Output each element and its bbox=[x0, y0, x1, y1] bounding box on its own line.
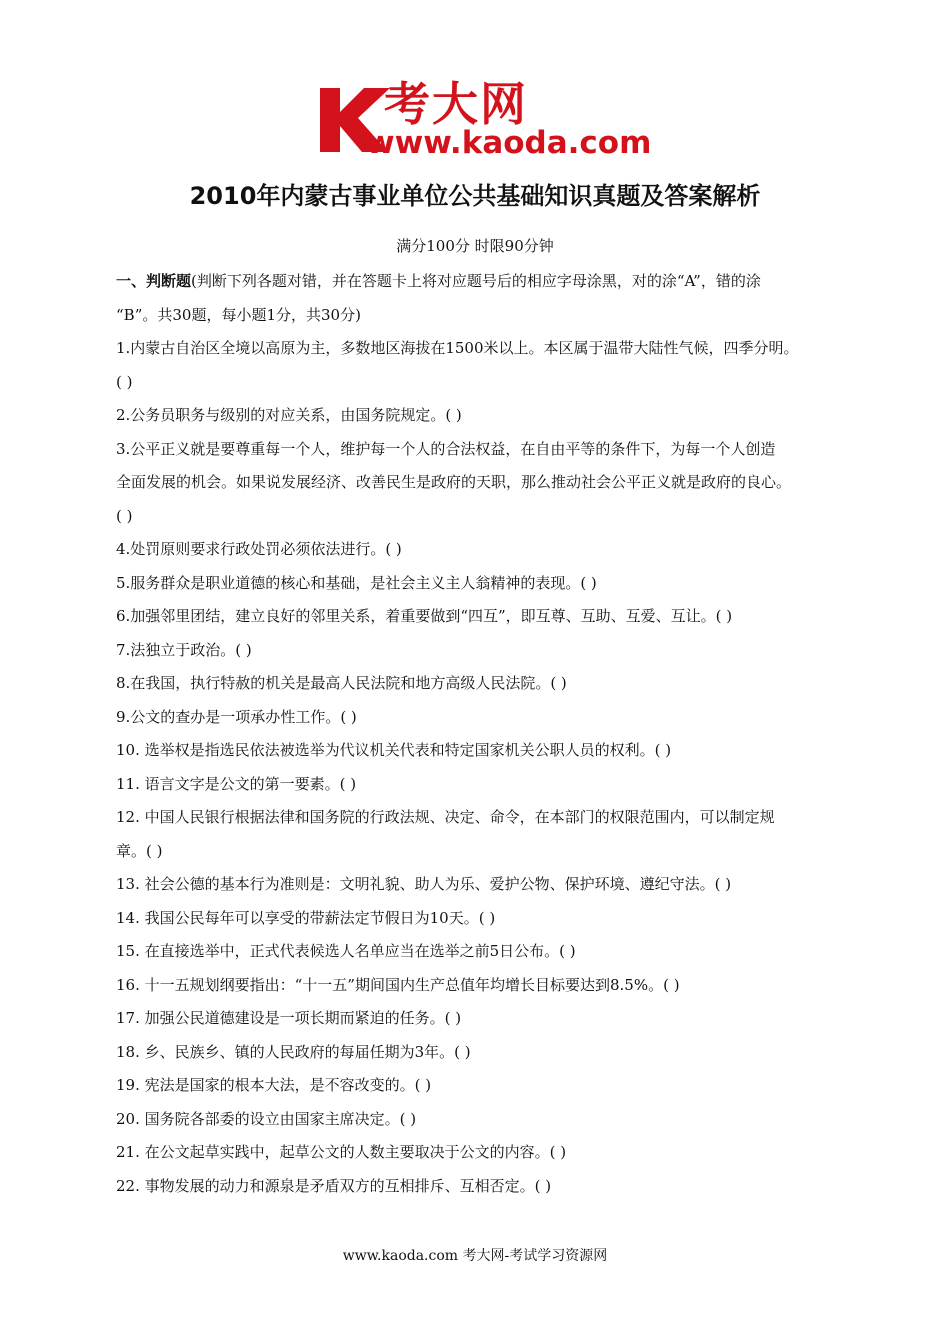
document-subtitle: 满分100分 时限90分钟 bbox=[396, 237, 554, 255]
section-instruction: (判断下列各题对错，并在答题卡上将对应题号后的相应字母涂黑，对的涂“A”，错的涂 bbox=[191, 272, 761, 290]
question-line: 17. 加强公民道德建设是一项长期而紧迫的任务。( ) bbox=[116, 1009, 462, 1027]
question-line: 9.公文的查办是一项承办性工作。( ) bbox=[116, 707, 357, 726]
logo-url-text: www.kaoda.com bbox=[366, 125, 652, 161]
question-line: ( ) bbox=[116, 372, 133, 391]
question-line: 4.处罚原则要求行政处罚必须依法进行。( ) bbox=[116, 540, 402, 558]
question-line: 14. 我国公民每年可以享受的带薪法定节假日为10天。( ) bbox=[116, 908, 496, 927]
question-line: 18. 乡、民族乡、镇的人民政府的每届任期为3年。( ) bbox=[116, 1042, 471, 1061]
question-line: 1.内蒙古自治区全境以高原为主，多数地区海拔在1500米以上。本区属于温带大陆性气候，四季分明。 bbox=[116, 339, 799, 357]
section-instruction-line-1 bbox=[116, 265, 850, 299]
section-instruction-line-2: “B”。共30题，每小题1分，共30分) bbox=[116, 305, 361, 324]
question-line: 13. 社会公德的基本行为准则是：文明礼貌、助人为乐、爱护公物、保护环境、遵纪守法。( ) bbox=[116, 875, 732, 893]
question-line: 章。( ) bbox=[116, 841, 163, 860]
question-list bbox=[116, 332, 850, 1203]
question-line: 22. 事物发展的动力和源泉是矛盾双方的互相排斥、互相否定。( ) bbox=[116, 1176, 552, 1195]
question-line: 7.法独立于政治。( ) bbox=[116, 640, 252, 659]
question-line: 15. 在直接选举中，正式代表候选人名单应当在选举之前5日公布。( ) bbox=[116, 942, 576, 960]
question-line: 19. 宪法是国家的根本大法，是不容改变的。( ) bbox=[116, 1076, 432, 1094]
question-line: 2.公务员职务与级别的对应关系，由国务院规定。( ) bbox=[116, 406, 462, 424]
section-heading: 一、判断题 bbox=[116, 272, 192, 290]
question-line: 20. 国务院各部委的设立由国家主席决定。( ) bbox=[116, 1109, 417, 1128]
question-line: 16. 十一五规划纲要指出：“十一五”期间国内生产总值年均增长目标要达到8.5%。( ) bbox=[116, 975, 680, 994]
page-footer: www.kaoda.com 考大网-考试学习资源网 bbox=[342, 1248, 608, 1264]
question-line: 3.公平正义就是要尊重每一个人，维护每一个人的合法权益，在自由平等的条件下，为每一个人创造 bbox=[116, 439, 776, 458]
question-line: 10. 选举权是指选民依法被选举为代议机关代表和特定国家机关公职人员的权利。( ) bbox=[116, 741, 672, 759]
question-line: 11. 语言文字是公文的第一要素。( ) bbox=[116, 774, 357, 793]
kaoda-logo bbox=[318, 77, 652, 161]
document-title: 2010年内蒙古事业单位公共基础知识真题及答案解析 bbox=[189, 182, 761, 210]
question-line: 21. 在公文起草实践中，起草公文的人数主要取决于公文的内容。( ) bbox=[116, 1143, 567, 1161]
question-line: 8.在我国，执行特赦的机关是最高人民法院和地方高级人民法院。( ) bbox=[116, 674, 567, 692]
question-line: 6.加强邻里团结，建立良好的邻里关系，着重要做到“四互”，即互尊、互助、互爱、互让。( ) bbox=[116, 607, 733, 625]
document-body bbox=[116, 265, 850, 1203]
question-line: 12. 中国人民银行根据法律和国务院的行政法规、决定、命令，在本部门的权限范围内，可以制定规 bbox=[116, 808, 775, 826]
question-line: 5.服务群众是职业道德的核心和基础，是社会主义主人翁精神的表现。( ) bbox=[116, 573, 597, 592]
question-line: 全面发展的机会。如果说发展经济、改善民生是政府的天职，那么推动社会公平正义就是政府的良心。 bbox=[116, 473, 792, 491]
question-line: ( ) bbox=[116, 506, 133, 525]
logo-chinese-text: 考大网 bbox=[384, 77, 528, 131]
